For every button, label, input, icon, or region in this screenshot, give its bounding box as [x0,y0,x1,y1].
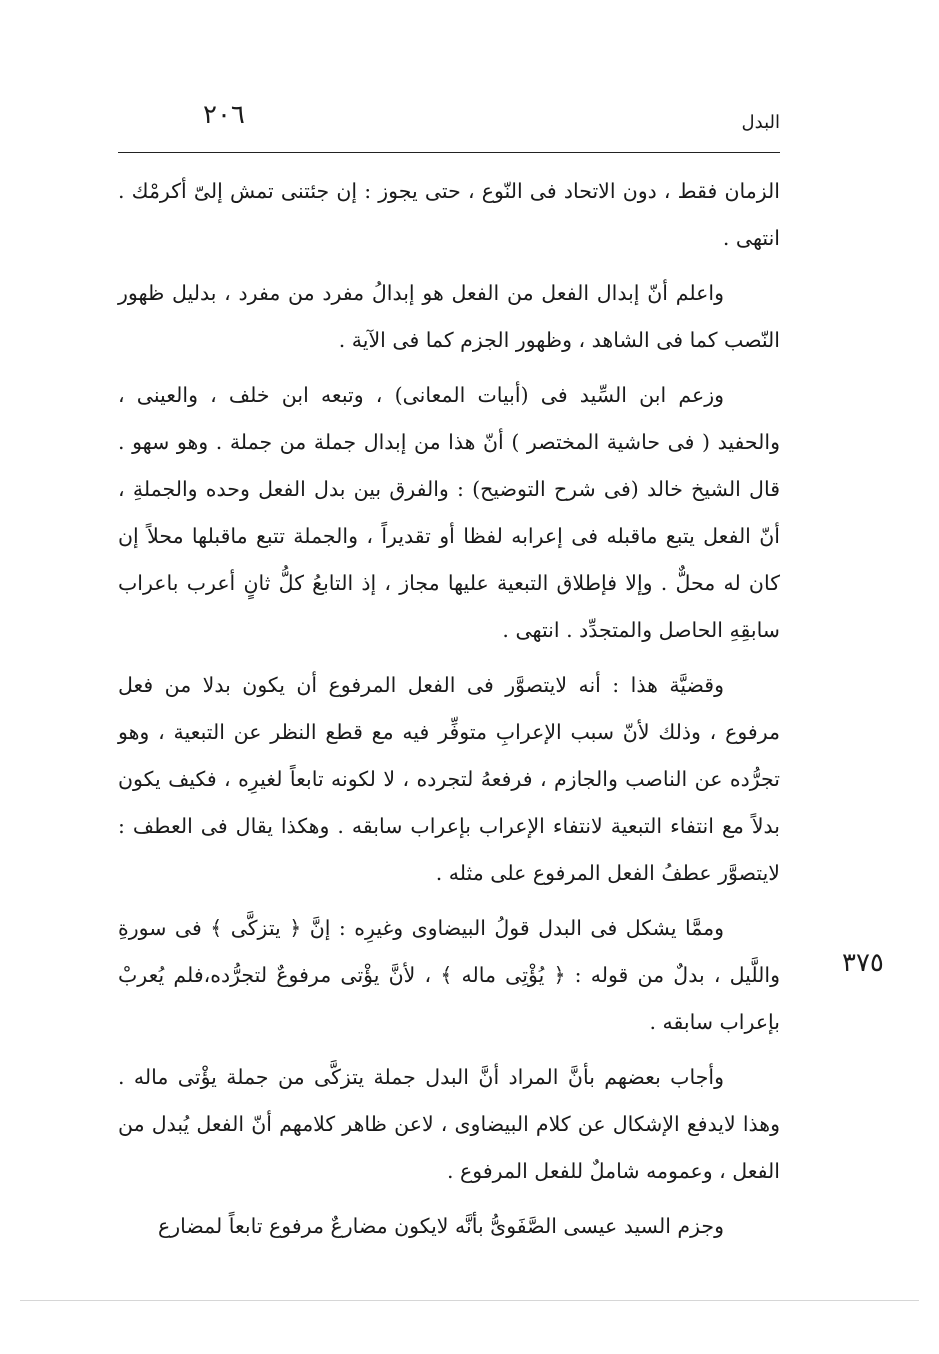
paragraph-3: وزعم ابن السِّيد فى (أبيات المعانى) ، وتبعه ابن خلف ، والعينى ، والحفيد ( فى حاشية المختصر ) أنّ هذا من إبدال جملة من جملة . وهو سهو . قال الشيخ خالد (فى شرح التوضيح) : والفرق بين بدل الفعل وحده والجملةِ ، أنّ الفعل يتبع ماقبله فى إعرابه لفظا أو تقديراً ، والجملة تتبع ماقبلها محلاً إن كان له محلٌّ . وإلا فإطلاق التبعية عليها مجاز ، إذ التابعُ كلُّ ثانٍ أعرب باعراب سابقِهِ الحاصل والمتجدِّد . انتهى . [118,383,780,642]
paragraph-1: الزمان فقط ، دون الاتحاد فى النّوع ، حتى يجوز : إن جئتنى تمش إلىّ أكرمْك . انتهى . [118,179,780,250]
paragraph-5: وممَّا يشكل فى البدل قولُ البيضاوى وغيرِه : إنَّ ﴿ يتزكَّى ﴾ فى سورةِ واللَّيل ، بدلٌ من قوله : ﴿ يُؤْتِى ماله ﴾ ، لأنَّ يؤْتى مرفوعٌ لتجرُّده،فلم يُعربْ بإعراب سابقه . [118,916,780,1034]
body-text [118,168,780,1258]
paragraph-6: وأجاب بعضهم بأنَّ المراد أنَّ البدل جملة يتزكَّى من جملة يؤْتى ماله . وهذا لايدفع الإشكال عن كلام البيضاوى ، لاعن ظاهر كلامهم أنّ الفعل يُبدل من الفعل ، وعمومه شاملٌ للفعل المرفوع . [118,1065,780,1183]
margin-note-number: ٣٧٥ [842,948,884,978]
paragraph-4: وقضيَّة هذا : أنه لايتصوَّر فى الفعل المرفوع أن يكون بدلا من فعل مرفوع ، وذلك لأنّ سبب الإعرابِ متوفِّر فيه مع قطع النظر عن التبعية ، وهو تجرُّده عن الناصب والجازم ، فرفعهُ لتجرده ، لا لكونه تابعاً لغيرِه ، فكيف يكون بدلاً مع انتفاء التبعية لانتفاء الإعراب بإعراب سابقه . وهكذا يقال فى العطف : لايتصوَّر عطفُ الفعل المرفوع على مثله . [118,673,780,885]
paragraph-7: وجزم السيد عيسى الصَّفَوىُّ بأنَّه لايكون مضارعٌ مرفوع تابعاً لمضارع [157,1214,724,1238]
page-header [118,100,780,144]
scan-edge-line [20,1300,919,1301]
header-rule [118,152,780,153]
running-head: البدل [741,112,780,133]
paragraph-2: واعلم أنّ إبدال الفعل من الفعل هو إبدالُ مفرد من مفرد ، بدليل ظهور النّصب كما فى الشاهد ، وظهور الجزم كما فى الآية . [118,281,780,352]
page-number: ٢٠٦ [203,100,245,130]
